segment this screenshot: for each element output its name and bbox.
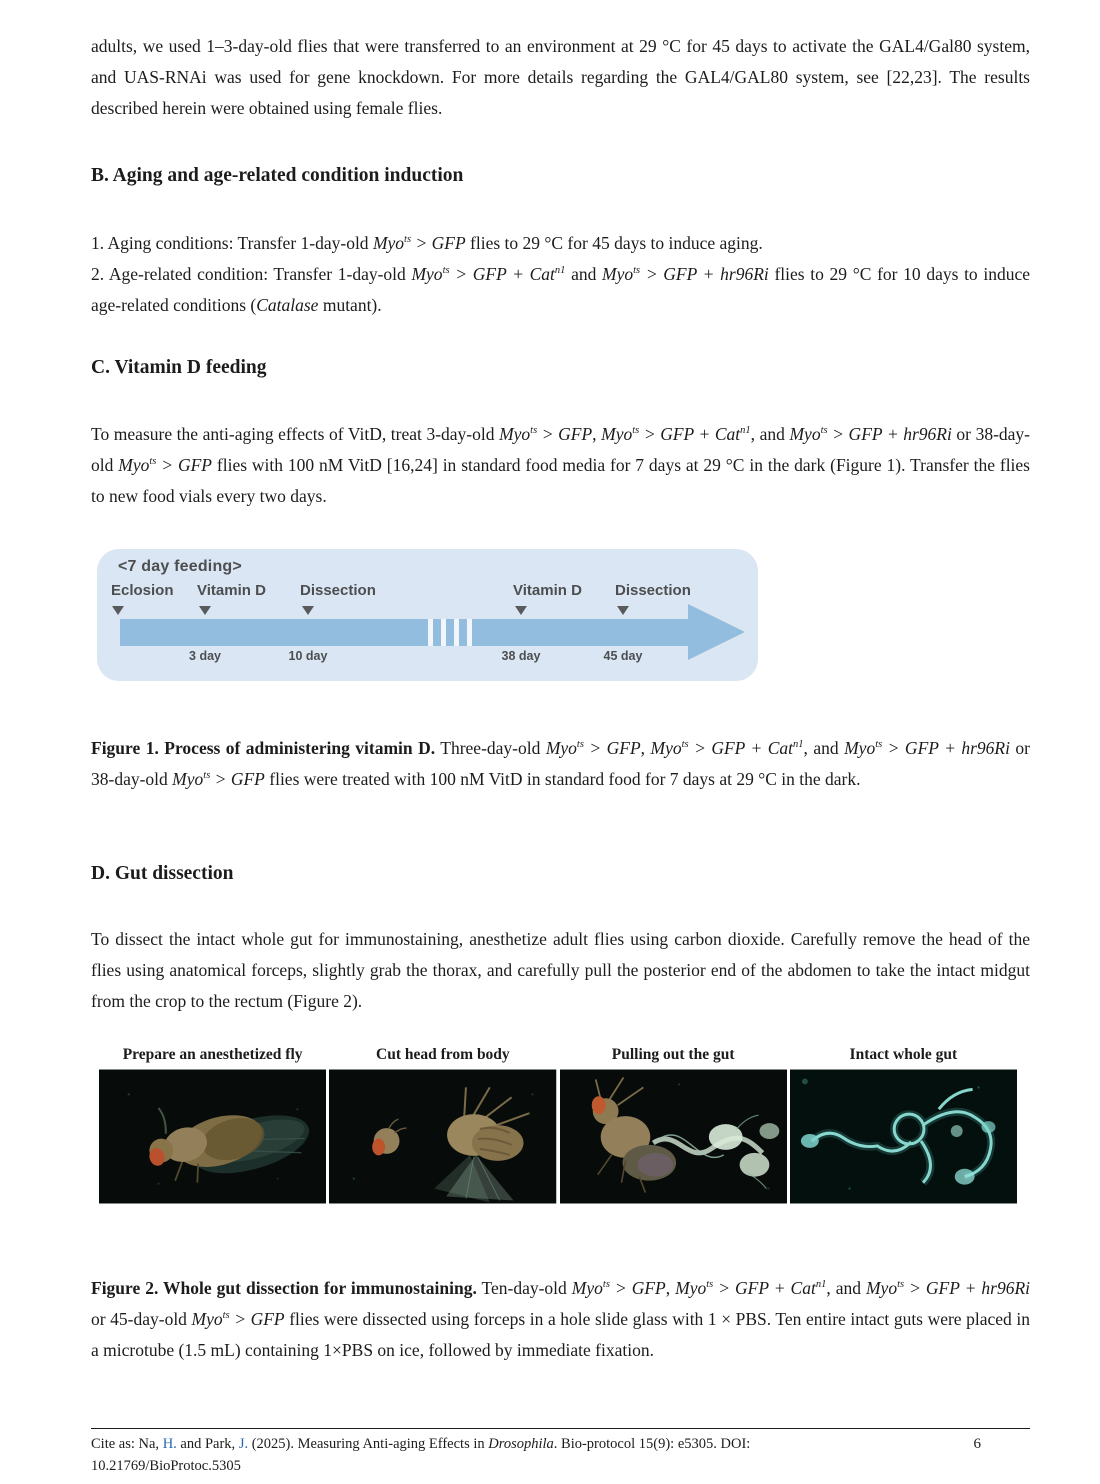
- aging-item-1: 1. Aging conditions: Transfer 1-day-old Myo$^{ts}$ > GFP flies to 29 °C for 45 days to induce aging.: [91, 233, 763, 253]
- aging-item-2: 2. Age-related condition: Transfer 1-day-old Myo$^{ts}$ > GFP + Cat$^{n1}$ and Myo$^{ts}$ > GFP + hr96Ri flies to 29 °C for 10 days to induce age-related conditions (Catalase mutant).: [91, 264, 1030, 315]
- fly-photo-pulling-gut: [560, 1069, 787, 1204]
- citation-line-2: 10.21769/BioProtoc.5305: [91, 1458, 241, 1474]
- section-heading-b: B. Aging and age-related condition induction: [91, 165, 464, 186]
- timeline-day-3: 3 day: [189, 649, 221, 663]
- vitamin-d-paragraph: To measure the anti-aging effects of VitD, treat 3-day-old Myo$^{ts}$ > GFP, Myo$^{ts}$ > GFP + Cat$^{n1}$, and Myo$^{ts}$ > GFP + hr96Ri or 38-day-old Myo$^{ts}$ > GFP flies with 100 nM VitD [16,24] in standard food media for 7 days at 29 °C in the dark (Figure 1). Transfer the flies to new food vials every two days.: [91, 424, 1030, 506]
- timeline-day-45: 45 day: [603, 649, 643, 663]
- figure2-panel-labels: [99, 1044, 1017, 1066]
- timeline-arrowhead-icon: [688, 604, 745, 660]
- timeline-title: <7 day feeding>: [118, 558, 242, 575]
- timeline-day-10: 10 day: [288, 649, 328, 663]
- marker-triangle-icon: [199, 606, 211, 615]
- timeline-event-dissection-1: Dissection: [300, 582, 376, 599]
- panel-label-2: Cut head from body: [376, 1046, 510, 1063]
- figure1-timeline: [97, 549, 758, 681]
- panel-label-4: Intact whole gut: [849, 1046, 958, 1063]
- figure2-caption: Figure 2. Whole gut dissection for immunostaining. Ten-day-old Myo$^{ts}$ > GFP, Myo$^{ts}$ > GFP + Cat$^{n1}$, and Myo$^{ts}$ > GFP + hr96Ri or 45-day-old Myo$^{ts}$ > GFP flies were dissected using forceps in a hole slide glass with 1 × PBS. Ten entire intact guts were placed in a microtube (1.5 mL) containing 1×PBS on ice, followed by immediate fixation.: [91, 1278, 1031, 1360]
- fly-photo-whole-gut: [790, 1069, 1017, 1204]
- figure2-photos: [99, 1069, 1017, 1204]
- marker-triangle-icon: [515, 606, 527, 615]
- timeline-day-38: 38 day: [501, 649, 541, 663]
- marker-triangle-icon: [617, 606, 629, 615]
- timeline-bar-segment-1: [120, 619, 420, 646]
- section-heading-c: C. Vitamin D feeding: [91, 357, 267, 378]
- page-number: 6: [973, 1436, 981, 1452]
- intro-paragraph: adults, we used 1–3-day-old flies that were transferred to an environment at 29 °C for 45 days to activate the GAL4/Gal80 system, and UAS-RNAi was used for gene knockdown. For more details regarding the GAL4/GAL80 system, see [22,23]. The results described herein were obtained using female flies.: [91, 36, 1030, 118]
- timeline-event-vitamin-d-2: Vitamin D: [513, 582, 582, 599]
- timeline-event-vitamin-d-1: Vitamin D: [197, 582, 266, 599]
- panel-label-1: Prepare an anesthetized fly: [122, 1046, 303, 1063]
- timeline-bar-break: [420, 619, 478, 646]
- figure1-caption: Figure 1. Process of administering vitamin D. Three-day-old Myo$^{ts}$ > GFP, Myo$^{ts}$ > GFP + Cat$^{n1}$, and Myo$^{ts}$ > GFP + hr96Ri or 38-day-old Myo$^{ts}$ > GFP flies were treated with 100 nM VitD in standard food for 7 days at 29 °C in the dark.: [91, 738, 1030, 789]
- marker-triangle-icon: [302, 606, 314, 615]
- fly-photo-cut-head: [329, 1069, 556, 1204]
- section-heading-d: D. Gut dissection: [91, 863, 234, 884]
- page-footer: [91, 1428, 1030, 1477]
- citation-line-1: Cite as: Na, H. and Park, J. (2025). Measuring Anti-aging Effects in Drosophila. Bio-protocol 15(9): e5305. DOI:: [91, 1436, 751, 1452]
- timeline-event-dissection-2: Dissection: [615, 582, 691, 599]
- citation-text: [91, 1433, 921, 1477]
- gut-dissection-paragraph: To dissect the intact whole gut for immunostaining, anesthetize adult flies using carbon dioxide. Carefully remove the head of the flies using anatomical forceps, slightly grab the thorax, and carefully pull the posterior end of the abdomen to take the intact midgut from the crop to the rectum (Figure 2).: [91, 929, 1030, 1011]
- timeline-event-eclosion: Eclosion: [111, 582, 174, 599]
- timeline-bar-segment-2: [478, 619, 688, 646]
- panel-label-3: Pulling out the gut: [611, 1046, 735, 1063]
- fly-photo-anesthetized: [99, 1069, 326, 1204]
- marker-triangle-icon: [112, 606, 124, 615]
- figure2: [99, 1044, 1017, 1204]
- aging-list: [91, 228, 1030, 321]
